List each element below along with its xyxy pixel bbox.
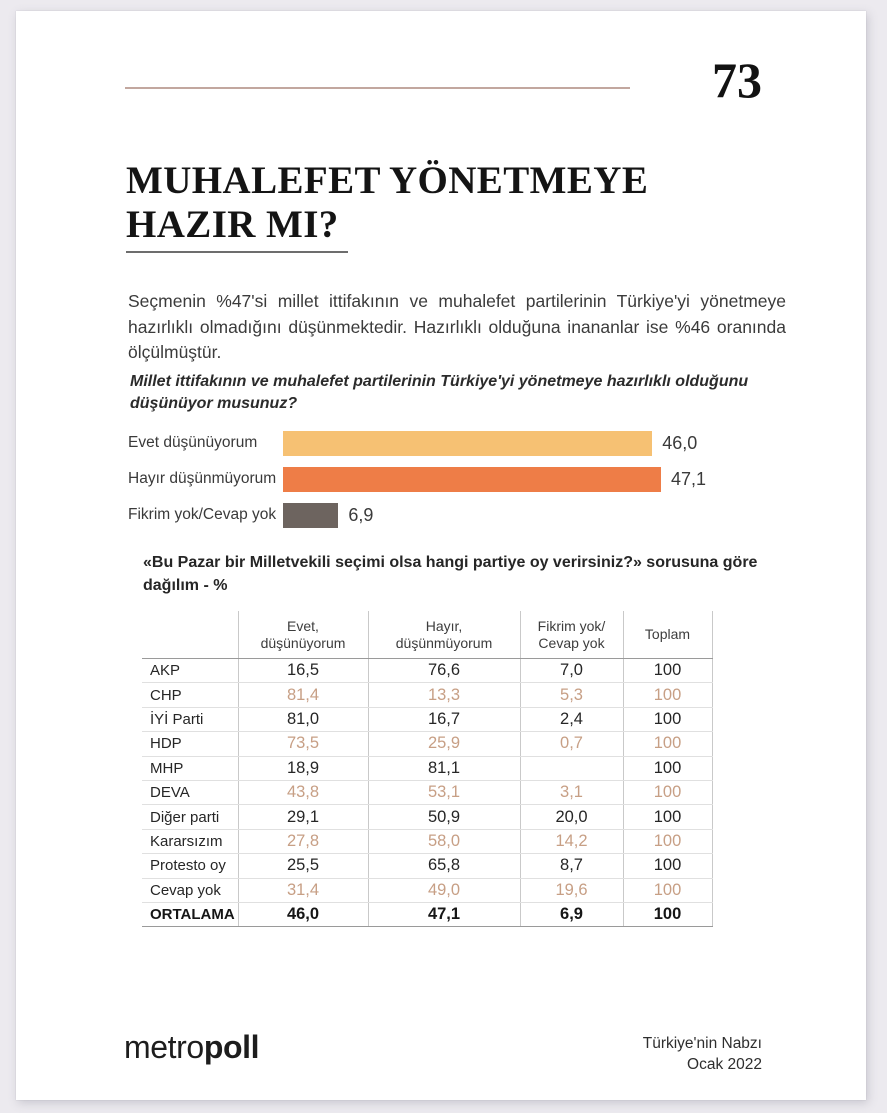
- cell-toplam: 100: [623, 683, 712, 707]
- cell-hayir: 65,8: [368, 854, 520, 878]
- table-header-hayir: [368, 611, 520, 659]
- bar-fill-fikrim-yok: [283, 503, 338, 528]
- header-line-1: Evet,: [287, 617, 319, 634]
- cell-fikrim-yok: 7,0: [520, 659, 623, 683]
- survey-question: Millet ittifakının ve muhalefet partilerinin Türkiye'yi yönetmeye hazırlıklı olduğunu düşünüyor musunuz?: [130, 373, 749, 412]
- cell-toplam: 100: [623, 756, 712, 780]
- bar-track: [283, 503, 373, 528]
- table-body: [142, 659, 712, 927]
- cell-hayir: 50,9: [368, 805, 520, 829]
- bar-value: 6,9: [348, 504, 374, 525]
- cell-hayir: 81,1: [368, 756, 520, 780]
- breakdown-question: «Bu Pazar bir Milletvekili seçimi olsa hangi partiye oy verirsiniz?» sorusuna göre dağılım - %: [143, 554, 758, 594]
- page-header: [16, 11, 866, 131]
- table-row: [142, 854, 712, 878]
- page-number: 73: [712, 52, 762, 108]
- table-header-fikrim-yok: [520, 611, 623, 659]
- logo-light-part: metro: [124, 1029, 204, 1065]
- cell-evet: 43,8: [238, 780, 368, 804]
- bar-track: [283, 467, 706, 492]
- intro-paragraph: Seçmenin %47'si millet ittifakının ve muhalefet partilerinin Türkiye'yi yönetmeye hazırlıklı olmadığını düşünmektedir. Hazırlıklı olduğuna inananlar ise %46 oranında ölçülmüştür.: [128, 291, 786, 362]
- cell-party: AKP: [142, 659, 238, 683]
- cell-party: Kararsızım: [142, 829, 238, 853]
- table-head: [142, 611, 712, 659]
- results-table-wrapper: [142, 611, 712, 927]
- cell-evet: 81,4: [238, 683, 368, 707]
- header-rule: [125, 87, 630, 89]
- header-line-2: Toplam: [644, 626, 691, 642]
- cell-toplam: 100: [623, 829, 712, 853]
- bar-fill-hayir: [283, 467, 661, 492]
- header-line-1: Hayır,: [425, 617, 463, 634]
- bar-row: [128, 461, 778, 497]
- table-row: [142, 683, 712, 707]
- bar-fill-evet: [283, 431, 652, 456]
- cell-toplam: 100: [623, 902, 712, 926]
- table-row: [142, 707, 712, 731]
- table-row: [142, 732, 712, 756]
- cell-fikrim-yok: 6,9: [520, 902, 623, 926]
- cell-evet: 18,9: [238, 756, 368, 780]
- cell-toplam: 100: [623, 805, 712, 829]
- cell-party: DEVA: [142, 780, 238, 804]
- header-line-2: düşünmüyorum: [395, 634, 493, 651]
- cell-fikrim-yok: 8,7: [520, 854, 623, 878]
- footer-date: Ocak 2022: [687, 1056, 762, 1073]
- cell-fikrim-yok: 0,7: [520, 732, 623, 756]
- cell-fikrim-yok: 14,2: [520, 829, 623, 853]
- cell-fikrim-yok: 5,3: [520, 683, 623, 707]
- cell-party: Cevap yok: [142, 878, 238, 902]
- table-row: [142, 659, 712, 683]
- cell-party: Protesto oy: [142, 854, 238, 878]
- bar-track: [283, 431, 697, 456]
- table-row: [142, 878, 712, 902]
- cell-fikrim-yok: 2,4: [520, 707, 623, 731]
- title-block: [126, 159, 726, 253]
- metropoll-logo: [124, 1030, 259, 1064]
- cell-evet: 25,5: [238, 854, 368, 878]
- cell-evet: 29,1: [238, 805, 368, 829]
- bar-label: Fikrim yok/Cevap yok: [128, 506, 277, 523]
- page-title: MUHALEFET YÖNETMEYE HAZIR MI?: [126, 159, 649, 246]
- bar-row: [128, 425, 778, 461]
- table-row: [142, 756, 712, 780]
- table-row: [142, 805, 712, 829]
- cell-party: İYİ Parti: [142, 707, 238, 731]
- header-line-2: Cevap yok: [538, 634, 605, 651]
- cell-fikrim-yok: 19,6: [520, 878, 623, 902]
- footer-meta: [643, 1033, 762, 1075]
- cell-toplam: 100: [623, 707, 712, 731]
- table-header-corner: [142, 611, 238, 659]
- cell-fikrim-yok: 20,0: [520, 805, 623, 829]
- cell-hayir: 76,6: [368, 659, 520, 683]
- bar-label: Hayır düşünmüyorum: [128, 470, 277, 487]
- report-page: [16, 11, 866, 1100]
- cell-party: MHP: [142, 756, 238, 780]
- cell-evet: 31,4: [238, 878, 368, 902]
- cell-hayir: 25,9: [368, 732, 520, 756]
- cell-evet: 27,8: [238, 829, 368, 853]
- header-line-2: düşünüyorum: [260, 634, 346, 651]
- cell-toplam: 100: [623, 732, 712, 756]
- table-header-evet: [238, 611, 368, 659]
- cell-evet: 16,5: [238, 659, 368, 683]
- results-table: [142, 611, 713, 927]
- cell-toplam: 100: [623, 780, 712, 804]
- cell-fikrim-yok: [520, 756, 623, 780]
- cell-evet: 46,0: [238, 902, 368, 926]
- table-header-toplam: [623, 611, 712, 659]
- footer-series-name: Türkiye'nin Nabzı: [642, 1035, 762, 1052]
- cell-hayir: 47,1: [368, 902, 520, 926]
- header-line-1: Fikrim yok/: [537, 617, 606, 634]
- cell-hayir: 53,1: [368, 780, 520, 804]
- cell-hayir: 13,3: [368, 683, 520, 707]
- bar-row: [128, 497, 778, 533]
- table-row: [142, 829, 712, 853]
- cell-party: ORTALAMA: [142, 902, 238, 926]
- bar-label: Evet düşünüyorum: [128, 434, 258, 451]
- cell-hayir: 49,0: [368, 878, 520, 902]
- cell-toplam: 100: [623, 878, 712, 902]
- logo-bold-part: poll: [203, 1029, 260, 1065]
- cell-evet: 81,0: [238, 707, 368, 731]
- page-footer: [16, 1016, 866, 1086]
- cell-fikrim-yok: 3,1: [520, 780, 623, 804]
- cell-hayir: 58,0: [368, 829, 520, 853]
- cell-toplam: 100: [623, 659, 712, 683]
- cell-party: CHP: [142, 683, 238, 707]
- cell-hayir: 16,7: [368, 707, 520, 731]
- cell-party: HDP: [142, 732, 238, 756]
- bar-value: 47,1: [671, 468, 707, 489]
- table-row: [142, 780, 712, 804]
- cell-party: Diğer parti: [142, 805, 238, 829]
- bar-value: 46,0: [662, 432, 698, 453]
- cell-evet: 73,5: [238, 732, 368, 756]
- title-underline: [126, 251, 348, 253]
- cell-toplam: 100: [623, 854, 712, 878]
- table-row: [142, 902, 712, 926]
- table-header-row: [142, 611, 712, 659]
- bar-chart: [128, 425, 778, 533]
